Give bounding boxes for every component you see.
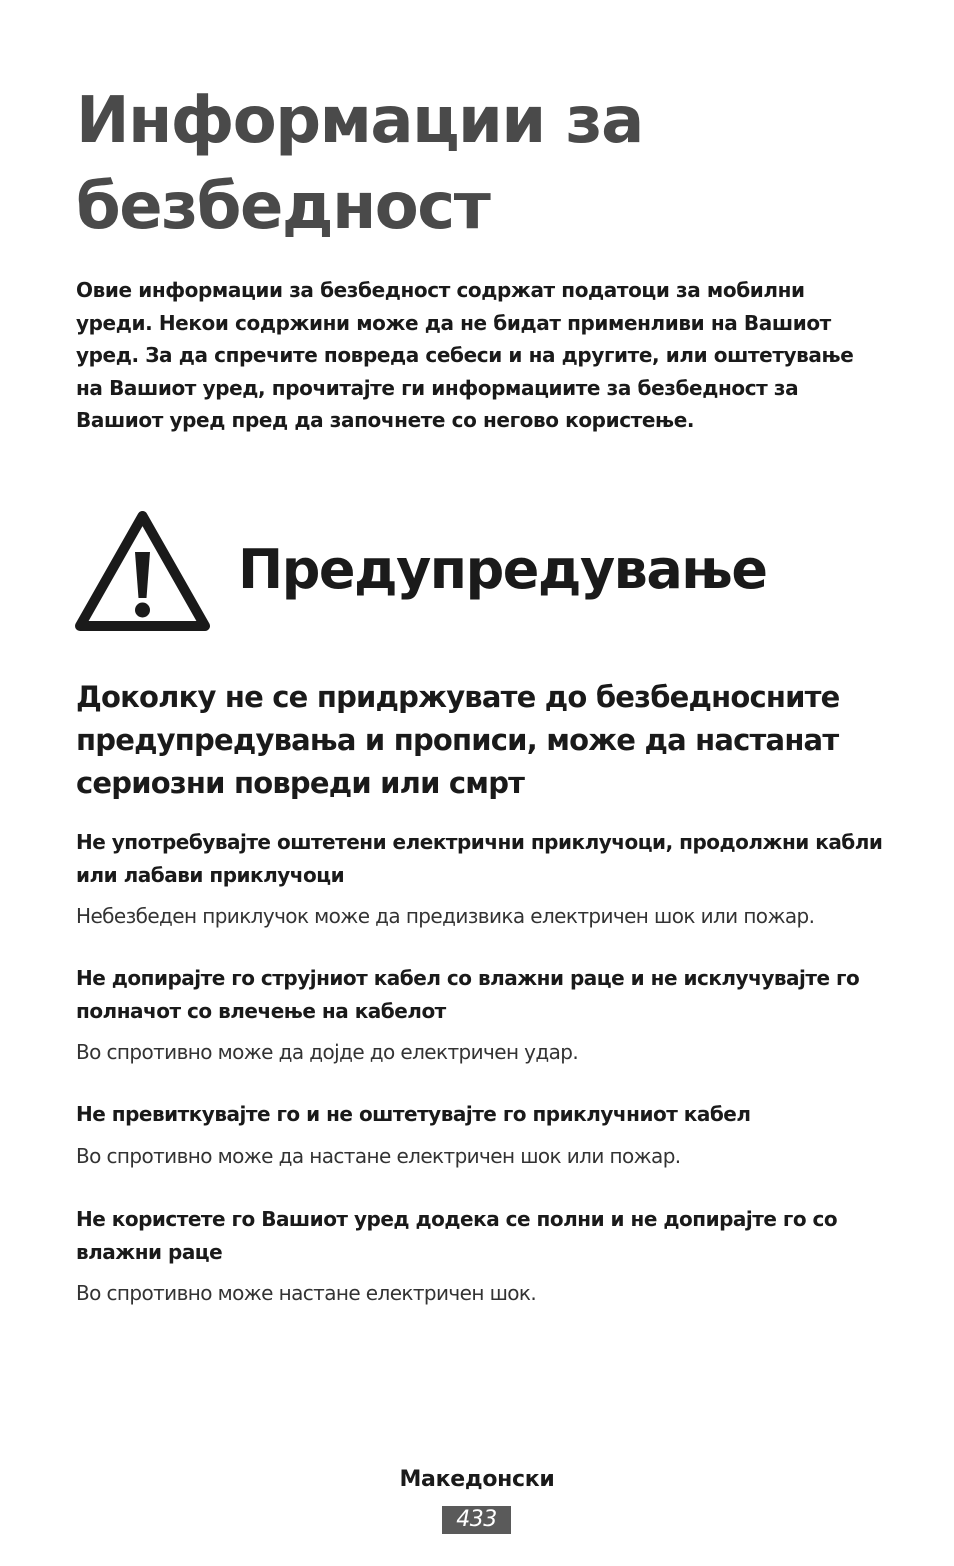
warning-item-heading: Не користете го Вашиот уред додека се полни и не допирајте го со влажни раце bbox=[76, 1207, 838, 1264]
warning-item-heading: Не употребувајте оштетени електрични приклучоци, продолжни кабли или лабави приклучоци bbox=[76, 830, 883, 887]
warning-item bbox=[76, 962, 896, 1067]
warning-header bbox=[74, 508, 914, 632]
warning-item-text: Во спротивно може да дојде до електричен удар. bbox=[76, 1040, 579, 1064]
intro-paragraph: Овие информации за безбедност содржат податоци за мобилни уреди. Некои содржини може да не бидат применливи на Вашиот уред. За да спречите повреда себеси и на другите, или оштетување на Вашиот уред, прочитајте ги информациите за безбедност за Вашиот уред пред да започнете со негово користење. bbox=[76, 278, 854, 432]
warning-item-heading: Не превиткувајте го и не оштетувајте го приклучниот кабел bbox=[76, 1102, 751, 1126]
warning-item bbox=[76, 1098, 896, 1171]
warning-item bbox=[76, 1203, 896, 1308]
warning-item-text: Во спротивно може да настане електричен шок или пожар. bbox=[76, 1143, 681, 1168]
page-number: 433 bbox=[442, 1506, 511, 1534]
warning-triangle-icon bbox=[74, 508, 211, 632]
warning-item-text: Небезбеден приклучок може да предизвика електричен шок или пожар. bbox=[76, 904, 815, 928]
warning-item-heading: Не допирајте го струјниот кабел со влажни раце и не исклучувајте го полначот со влечење на кабелот bbox=[76, 966, 860, 1023]
page-title bbox=[76, 78, 896, 250]
warning-title: Предупредување bbox=[238, 538, 767, 601]
section-title: Доколку не се придржувате до безбедносните предупредувања и прописи, може да настанат сериозни повреди или смрт bbox=[76, 680, 840, 800]
page-title-line-2: безбедност bbox=[76, 170, 490, 244]
footer-language: Македонски bbox=[399, 1467, 555, 1492]
warning-item-text: Во спротивно може настане електричен шок. bbox=[76, 1281, 537, 1305]
warning-item bbox=[76, 826, 896, 931]
page-title-line-1: Информации за bbox=[76, 84, 643, 158]
